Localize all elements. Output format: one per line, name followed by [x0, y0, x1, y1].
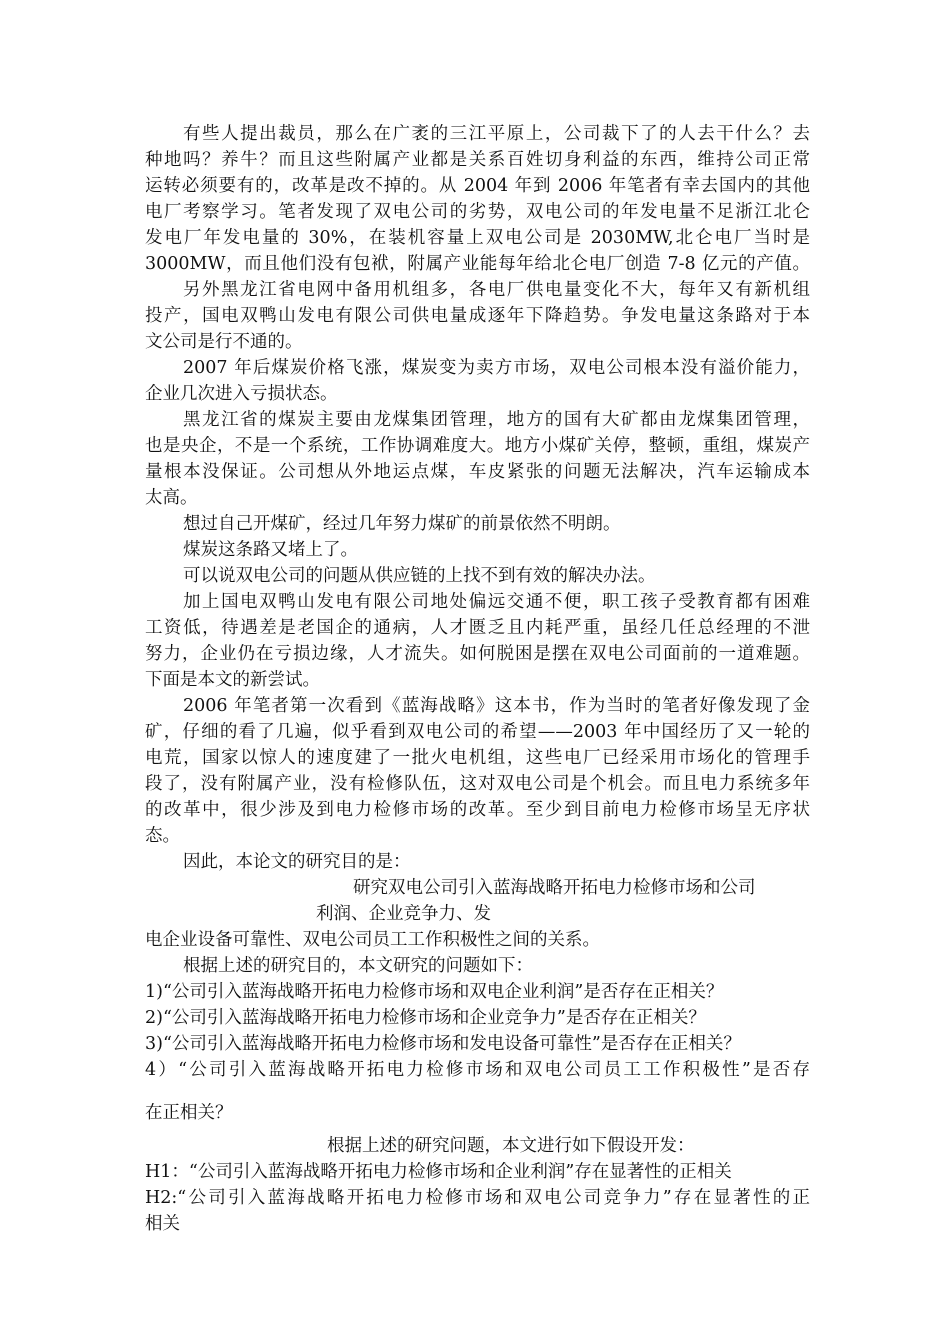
text-line: 1)“公司引入蓝海战略开拓电力检修市场和双电企业利润”是否存在正相关？	[145, 982, 724, 1002]
text-line: 3)“公司引入蓝海战略开拓电力检修市场和发电设备可靠性”是否存在正相关？	[145, 1034, 741, 1054]
text-line: 可以说双电公司的问题从供应链的上找不到有效的解决办法。	[183, 566, 656, 586]
text-line: 想过自己开煤矿，经过几年努力煤矿的前景依然不明朗。	[183, 514, 621, 534]
text-line: H2:“公司引入蓝海战略开拓电力检修市场和双电公司竞争力”存在显著性的正	[145, 1188, 810, 1208]
text-line: 电厂考察学习。笔者发现了双电公司的劣势，双电公司的年发电量不足浙江北仑	[145, 202, 810, 222]
text-line: 根据上述的研究问题，本文进行如下假设开发：	[327, 1136, 695, 1156]
text-line: 态。	[145, 826, 180, 846]
text-line: 另外黑龙江省电网中备用机组多，各电厂供电量变化不大，每年又有新机组	[183, 280, 810, 300]
text-line: 煤炭这条路又堵上了。	[183, 540, 358, 560]
text-line: 3000MW，而且他们没有包袱，附属产业能每年给北仑电厂创造 7-8 亿元的产值。	[145, 254, 810, 274]
text-line: 种地吗？养牛？而且这些附属产业都是关系百姓切身利益的东西，维持公司正常	[145, 150, 810, 170]
text-line: 2006 年笔者第一次看到《蓝海战略》这本书，作为当时的笔者好像发现了金	[183, 696, 810, 716]
text-line: 的改革中，很少涉及到电力检修市场的改革。至少到目前电力检修市场呈无序状	[145, 800, 810, 820]
text-line: 加上国电双鸭山发电有限公司地处偏远交通不便，职工孩子受教育都有困难	[183, 592, 810, 612]
text-line: 下面是本文的新尝试。	[145, 670, 320, 690]
text-line: 努力，企业仍在亏损边缘，人才流失。如何脱困是摆在双电公司面前的一道难题。	[145, 644, 810, 664]
text-line: 工资低，待遇差是老国企的通病，人才匮乏且内耗严重，虽经几任总经理的不泄	[145, 618, 810, 638]
text-line: 投产，国电双鸭山发电有限公司供电量成逐年下降趋势。争发电量这条路对于本	[145, 306, 810, 326]
text-line: 根据上述的研究目的，本文研究的问题如下：	[183, 956, 533, 976]
text-line: 运转必须要有的，改革是改不掉的。从 2004 年到 2006 年笔者有幸去国内的其他	[145, 176, 810, 196]
text-line: 段了，没有附属产业，没有检修队伍，这对双电公司是个机会。而且电力系统多年	[145, 774, 810, 794]
text-line: 因此，本论文的研究目的是：	[183, 852, 411, 872]
text-line: 矿，仔细的看了几遍，似乎看到双电公司的希望——2003 年中国经历了又一轮的	[145, 722, 810, 742]
text-line: 研究双电公司引入蓝海战略开拓电力检修市场和公司	[353, 878, 756, 898]
text-line: 黑龙江省的煤炭主要由龙煤集团管理，地方的国有大矿都由龙煤集团管理，	[183, 410, 810, 430]
text-line: 电荒，国家以惊人的速度建了一批火电机组，这些电厂已经采用市场化的管理手	[145, 748, 810, 768]
text-line: 有些人提出裁员，那么在广袤的三江平原上，公司裁下了的人去干什么？去	[183, 124, 810, 144]
text-line: 相关	[145, 1214, 180, 1234]
text-line: 电企业设备可靠性、双电公司员工工作积极性之间的关系。	[145, 930, 600, 950]
text-line: 发电厂年发电量的 30%，在装机容量上双电公司是 2030MW,北仑电厂当时是	[145, 228, 810, 248]
text-line: 企业几次进入亏损状态。	[145, 384, 338, 404]
text-line: 4）“公司引入蓝海战略开拓电力检修市场和双电公司员工工作积极性”是否存	[145, 1060, 810, 1080]
text-line: 文公司是行不通的。	[145, 332, 303, 352]
text-line: H1：“公司引入蓝海战略开拓电力检修市场和企业利润”存在显著性的正相关	[145, 1162, 732, 1182]
text-line: 也是央企，不是一个系统，工作协调难度大。地方小煤矿关停，整顿，重组，煤炭产	[145, 436, 810, 456]
text-line: 利润、企业竞争力、发	[316, 904, 491, 924]
text-line: 量根本没保证。公司想从外地运点煤，车皮紧张的问题无法解决，汽车运输成本	[145, 462, 810, 482]
text-line: 2007 年后煤炭价格飞涨，煤炭变为卖方市场，双电公司根本没有溢价能力，	[183, 358, 810, 378]
text-line: 太高。	[145, 488, 198, 508]
text-line: 2)“公司引入蓝海战略开拓电力检修市场和企业竞争力”是否存在正相关？	[145, 1008, 706, 1028]
text-line: 在正相关？	[145, 1103, 233, 1123]
